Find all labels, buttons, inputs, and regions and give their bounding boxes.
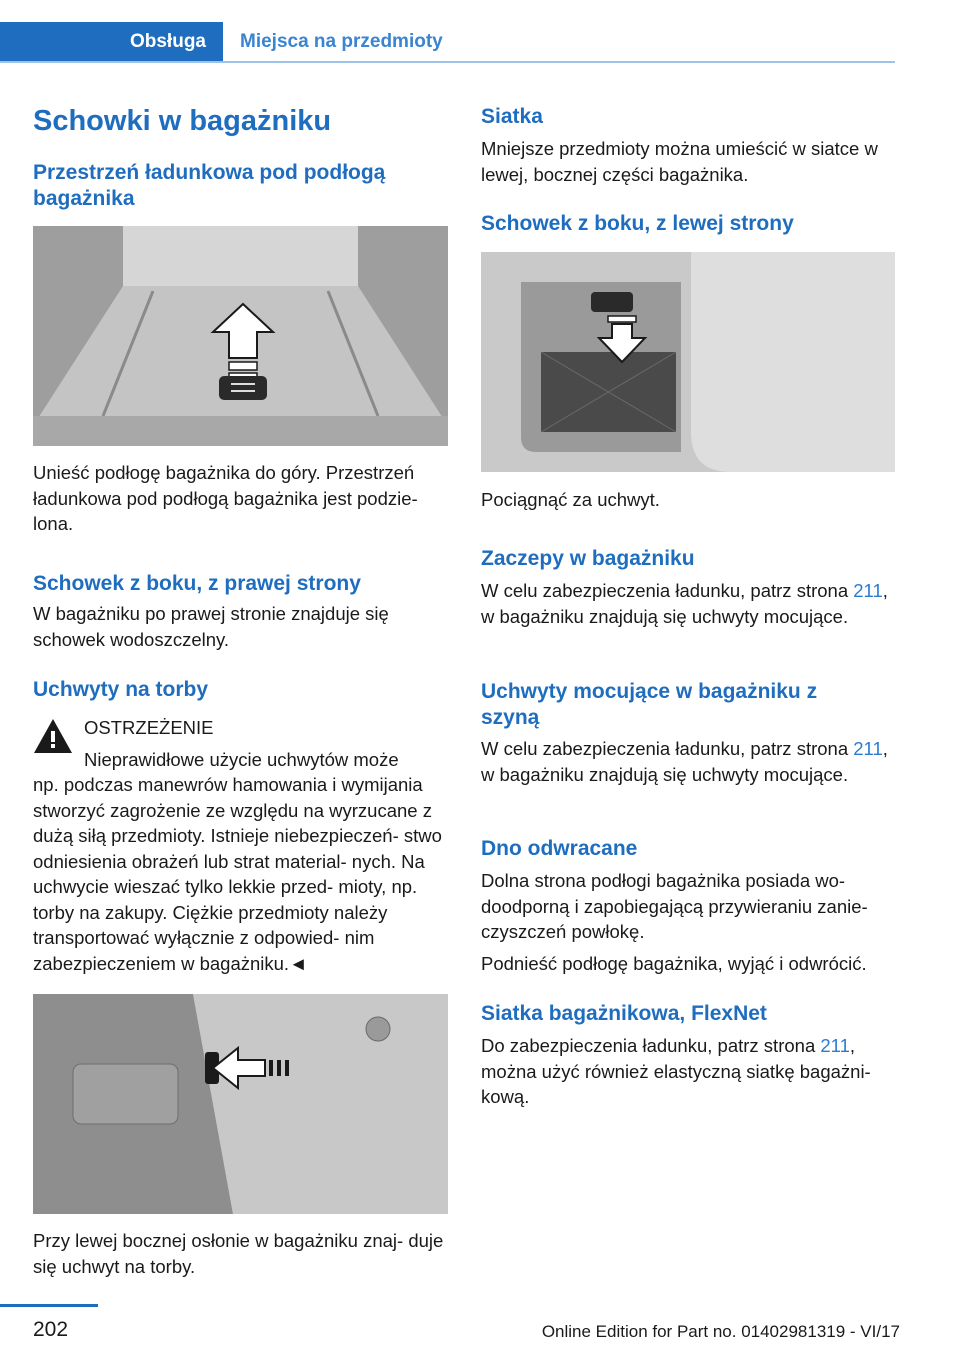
warning-text: np. podczas manewrów hamowania i wymijania stworzyć zagrożenie ze względu na wyrzucane z dużą siłą przedmioty. Istnieje niebezpieczeń- stwo odniesienia obrażeń lub strat material- nych. Na uchwycie wieszać tylko lekkie przed- mioty, np. torby na zakupy. Ciężkie przedmioty należy transportować wyłącznie z odpowied- nim zabezpieczeniem w bagażniku.◄ — [33, 774, 442, 974]
header-rule — [0, 61, 895, 63]
page-number: 202 — [33, 1318, 69, 1341]
paragraph-hooks: W celu zabezpieczenia ładunku, patrz strona 211, w bagażniku znajdują się uchwyty mocujące. — [481, 580, 888, 627]
page-link-211[interactable]: 211 — [853, 580, 883, 601]
paragraph-reversible-2: Podnieść podłogę bagażnika, wyjąć i odwrócić. — [481, 953, 867, 974]
warning-label: OSTRZEŻENIE — [84, 717, 214, 738]
paragraph-right-side: W bagażniku po prawej stronie znajduje się schowek wodoszczelny. — [33, 603, 389, 650]
section-heading-left-side: Schowek z boku, z lewej strony — [481, 212, 794, 235]
figure-trunk-floor — [33, 226, 448, 446]
paragraph-bag-hook: Przy lewej bocznej osłonie w bagażniku znaj- duje się uchwyt na torby. — [33, 1230, 444, 1277]
section-heading-net: Siatka — [481, 105, 543, 128]
page-link-211[interactable]: 211 — [820, 1035, 850, 1056]
section-heading-reversible: Dno odwracane — [481, 837, 638, 860]
paragraph-left-side: Pociągnąć za uchwyt. — [481, 489, 660, 510]
section-heading-flexnet: Siatka bagażnikowa, FlexNet — [481, 1002, 767, 1025]
page-title: Schowki w bagażniku — [33, 105, 332, 137]
paragraph-flexnet: Do zabezpieczenia ładunku, patrz strona 211, można użyć również elastyczną siatkę bagażni- kową. — [481, 1035, 871, 1107]
paragraph-reversible-1: Dolna strona podłogi bagażnika posiada wo- doodporną i zapobiegającą przywieraniu zanie- czyszczeń powłokę. — [481, 870, 868, 942]
section-heading-right-side: Schowek z boku, z prawej strony — [33, 572, 361, 595]
section-heading-bag-hooks: Uchwyty na torby — [33, 678, 209, 701]
tab-obsluga[interactable]: Obsługa — [0, 22, 223, 62]
paragraph-underfloor: Unieść podłogę bagażnika do góry. Przestrzeń ładunkowa pod podłogą bagażnika jest podzie- lona. — [33, 462, 418, 534]
page-link-211[interactable]: 211 — [853, 738, 883, 759]
section-heading-rail-hooks: Uchwyty mocujące w bagażniku z szyną — [481, 680, 818, 729]
tab-miejsca-na-przedmioty[interactable]: Miejsca na przedmioty — [240, 31, 443, 52]
section-heading-underfloor: Przestrzeń ładunkowa pod podłogą bagażnika — [33, 161, 386, 210]
paragraph-rail-hooks: W celu zabezpieczenia ładunku, patrz strona 211, w bagażniku znajdują się uchwyty mocujące. — [481, 738, 888, 785]
edition-note: Online Edition for Part no. 01402981319 - VI/17 — [541, 1322, 900, 1341]
footer-rule — [0, 1304, 98, 1307]
figure-left-side-compartment — [481, 252, 895, 472]
paragraph-net: Mniejsze przedmioty można umieścić w siatce w lewej, bocznej części bagażnika. — [481, 138, 878, 185]
warning-triangle-icon — [33, 718, 73, 754]
figure-bag-hook — [33, 994, 448, 1214]
warning-text-first-line: Nieprawidłowe użycie uchwytów może — [84, 749, 399, 770]
section-heading-hooks: Zaczepy w bagażniku — [481, 547, 695, 570]
page-header — [0, 22, 895, 64]
